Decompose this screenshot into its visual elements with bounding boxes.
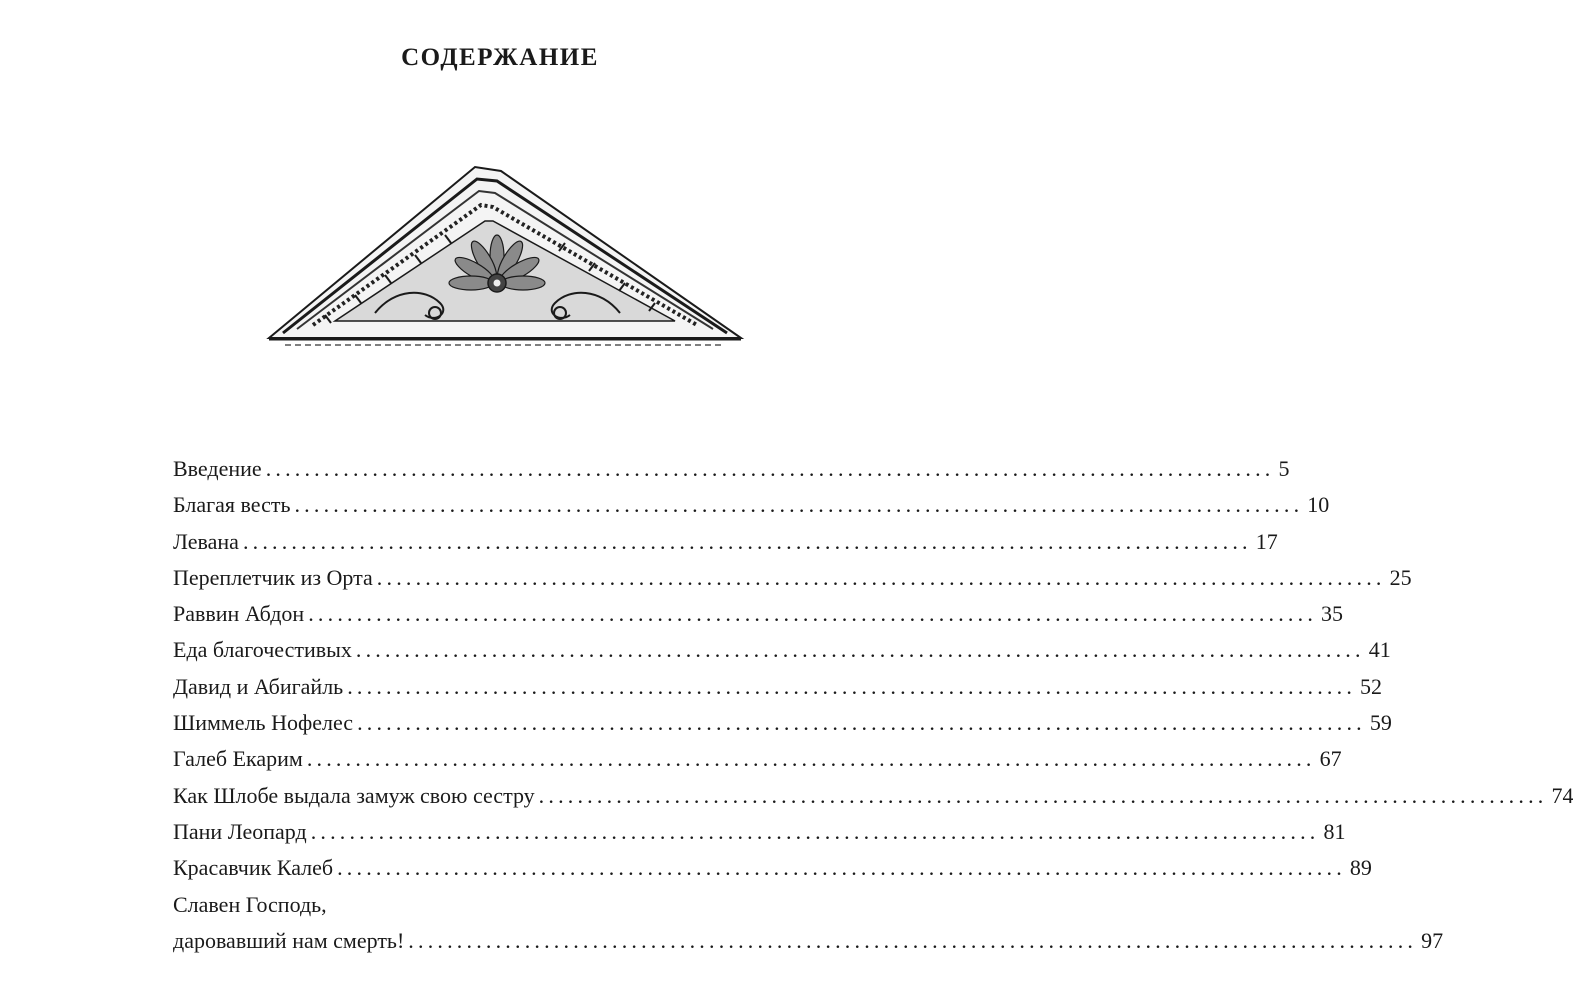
toc-entry[interactable]: [173, 632, 1391, 668]
toc-entry-title: Давид и Абигайль: [173, 673, 344, 699]
toc-entry[interactable]: [173, 814, 1346, 850]
toc-leader-dots: ........................................................................................................: [376, 564, 1386, 590]
toc-entry[interactable]: [173, 923, 1444, 959]
toc-entry[interactable]: [173, 778, 1573, 814]
toc-leader-dots: ........................................................................................................: [408, 927, 1418, 953]
toc-entry-page: 81: [1323, 818, 1346, 844]
toc-entry-title: Еда благочестивых: [173, 637, 352, 663]
toc-entry[interactable]: [173, 669, 1383, 705]
toc-entry-title: Красавчик Калеб: [173, 855, 334, 881]
toc-entry-title: Благая весть: [173, 492, 291, 518]
toc-entry-page: 25: [1389, 564, 1412, 590]
toc-leader-dots: ........................................................................................................: [306, 746, 1316, 772]
toc-entry-page: 52: [1360, 673, 1383, 699]
toc-entry-page: 17: [1255, 528, 1278, 554]
toc-entry[interactable]: [173, 560, 1412, 596]
toc-entry-title: Шиммель Нофелес: [173, 710, 354, 736]
toc-entry[interactable]: [173, 487, 1330, 523]
toc-entry[interactable]: [173, 741, 1342, 777]
toc-leader-dots: ........................................................................................................: [294, 492, 1304, 518]
table-of-contents: [173, 451, 1573, 959]
toc-entry-page: 67: [1319, 746, 1342, 772]
toc-leader-dots: ........................................................................................................: [308, 601, 1318, 627]
toc-entry-page: 74: [1551, 782, 1573, 808]
toc-entry[interactable]: [173, 850, 1372, 886]
toc-entry-page: 97: [1421, 927, 1444, 953]
toc-entry-title-line2: даровавший нам смерть!: [173, 927, 405, 953]
toc-entry-page: 59: [1369, 710, 1392, 736]
toc-entry-title-line1[interactable]: Славен Господь,: [173, 891, 327, 917]
toc-entry-title: Галеб Екарим: [173, 746, 303, 772]
toc-entry-title: Левана: [173, 528, 239, 554]
toc-leader-dots: ........................................................................................................: [310, 818, 1320, 844]
toc-entry[interactable]: [173, 451, 1290, 487]
toc-entry[interactable]: [173, 705, 1392, 741]
toc-entry-title: Пани Леопард: [173, 818, 307, 844]
toc-entry[interactable]: [173, 596, 1344, 632]
page-title: СОДЕРЖАНИЕ: [401, 44, 599, 71]
toc-entry[interactable]: [173, 524, 1278, 560]
toc-entry-title: Переплетчик из Орта: [173, 564, 373, 590]
toc-leader-dots: ........................................................................................................: [337, 855, 1346, 881]
toc-entry-title: Как Шлобе выдала замуж свою сестру: [173, 782, 535, 808]
toc-entry-page: 89: [1349, 855, 1372, 881]
toc-entry-title: Введение: [173, 456, 262, 481]
toc-entry-page: 5: [1278, 456, 1290, 481]
toc-leader-dots: ........................................................................................................: [357, 710, 1366, 736]
toc-entry-title: Раввин Абдон: [173, 601, 305, 627]
toc-entry-page: 41: [1368, 637, 1391, 663]
toc-leader-dots: ........................................................................................................: [242, 528, 1252, 554]
toc-leader-dots: ........................................................................................................: [355, 637, 1365, 663]
toc-entry-page: 35: [1321, 601, 1344, 627]
carved-pediment-ornament-icon: [265, 163, 745, 353]
toc-leader-dots: ........................................................................................................: [538, 782, 1548, 808]
toc-leader-dots: ........................................................................................................: [265, 456, 1275, 481]
toc-leader-dots: ........................................................................................................: [347, 673, 1357, 699]
toc-entry-page: 10: [1307, 492, 1330, 518]
